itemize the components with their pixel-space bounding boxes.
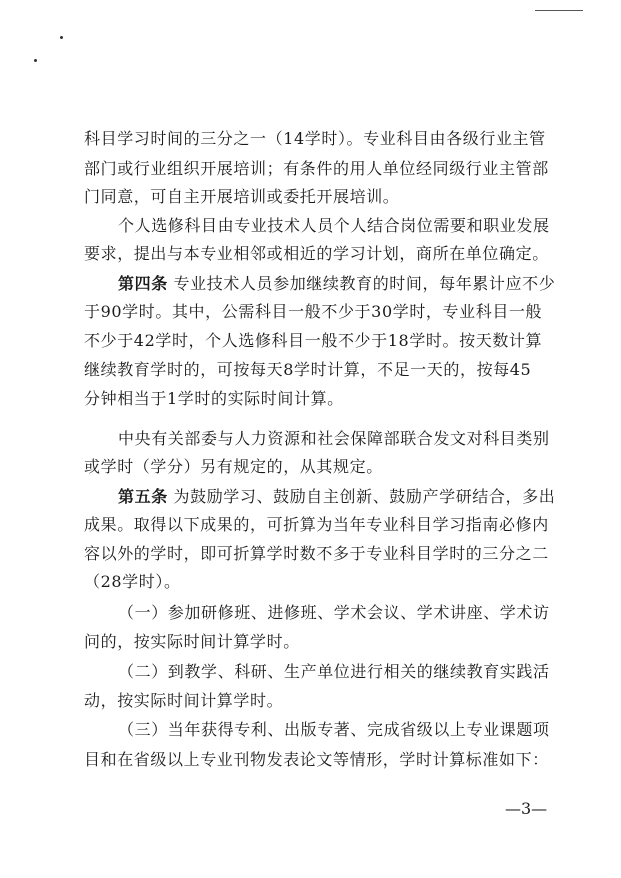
text-line: 科目学习时间的三分之一（14学时）。专业科目由各级行业主管: [84, 129, 546, 148]
article-five-heading: 第五条: [118, 487, 168, 506]
text-line: 继续教育学时的，可按每天8学时计算，不足一天的，按每45: [84, 360, 532, 379]
article-four-heading: 第四条: [118, 274, 168, 293]
text-line: （28学时）。: [84, 572, 181, 591]
text-line: （三）当年获得专利、出版专著、完成省级以上专业课题项: [118, 720, 550, 739]
article-five-first-line: [118, 487, 555, 507]
text-line: 门同意，可自主开展培训或委托开展培训。: [84, 187, 400, 206]
text-line: 动，按实际时间计算学时。: [84, 691, 284, 710]
text-line: 成果。取得以下成果的，可折算为当年专业科目学习指南必修内: [84, 515, 549, 534]
article-four-text: 专业技术人员参加继续教育的时间，每年累计应不少: [173, 274, 556, 293]
text-line: 部门或行业组织开展培训；有条件的用人单位经同级行业主管部: [84, 159, 549, 178]
text-line: 容以外的学时，即可折算学时数不多于专业科目学时的三分之二: [84, 544, 549, 563]
text-line: 分钟相当于1学时的实际时间计算。: [84, 389, 344, 408]
text-line: 问的，按实际时间计算学时。: [84, 632, 300, 651]
text-line: 要求，提出与本专业相邻或相近的学习计划，商所在单位确定。: [84, 244, 549, 263]
text-line: 个人选修科目由专业技术人员个人结合岗位需要和职业发展: [118, 216, 550, 235]
text-line: （一）参加研修班、进修班、学术会议、学术讲座、学术访: [118, 603, 550, 622]
text-line: 中央有关部委与人力资源和社会保障部联合发文对科目类别: [118, 429, 550, 448]
text-line: （二）到教学、科研、生产单位进行相关的继续教育实践活: [118, 662, 550, 681]
article-five-text: 为鼓励学习、鼓励自主创新、鼓励产学研结合，多出: [173, 487, 556, 506]
text-line: 目和在省级以上专业刊物发表论文等情形，学时计算标准如下：: [84, 750, 549, 769]
text-line: 于90学时。其中，公需科目一般不少于30学时，专业科目一般: [84, 302, 543, 321]
page-number: —3—: [505, 799, 548, 818]
text-line: 或学时（学分）另有规定的，从其规定。: [84, 457, 383, 476]
article-four-first-line: [118, 274, 555, 294]
text-line: 不少于42学时，个人选修科目一般不少于18学时。按天数计算: [84, 331, 543, 350]
